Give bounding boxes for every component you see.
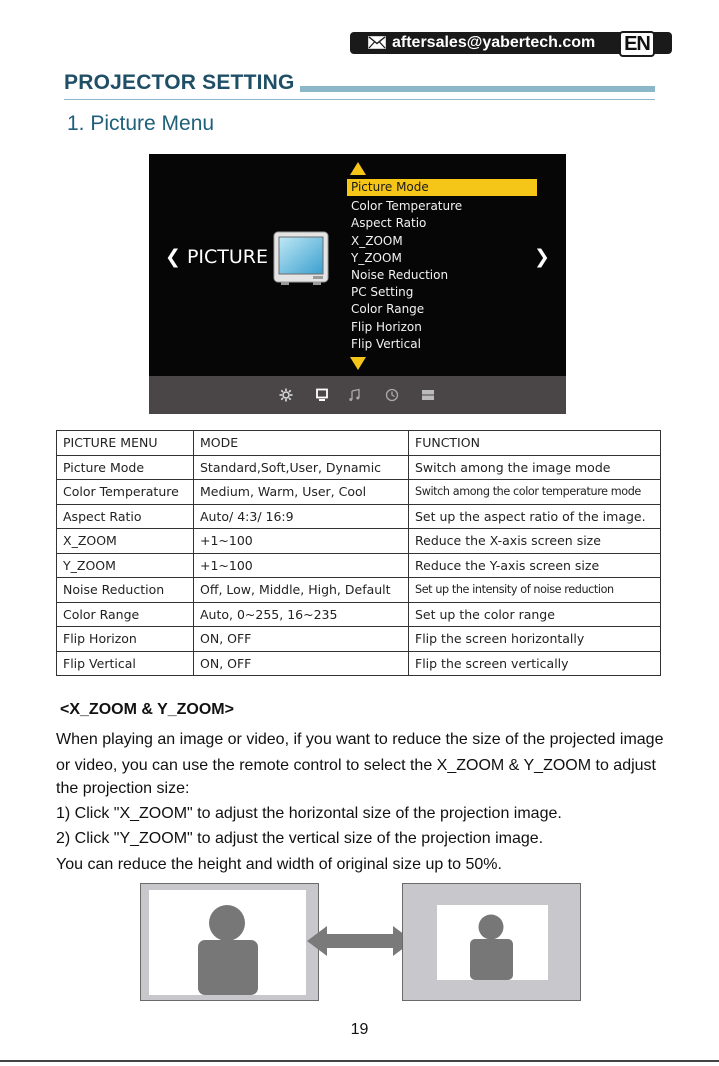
- contact-email-bar: [350, 32, 672, 54]
- osd-category-label: PICTURE: [186, 246, 269, 268]
- table-cell: +1~100: [194, 553, 409, 578]
- table-row: [57, 578, 661, 603]
- picture-menu-table: [56, 430, 661, 676]
- table-cell: Reduce the Y-axis screen size: [409, 553, 661, 578]
- table-cell: Auto, 0~255, 16~235: [194, 602, 409, 627]
- table-cell: ON, OFF: [194, 651, 409, 676]
- table-header-row: [57, 431, 661, 456]
- table-cell: Standard,Soft,User, Dynamic: [194, 455, 409, 480]
- osd-menu-item-x-zoom[interactable]: X_ZOOM: [351, 233, 403, 248]
- osd-menu-item-color-range[interactable]: Color Range: [351, 302, 425, 317]
- table-row: [57, 602, 661, 627]
- chevron-left-icon: ❮: [165, 246, 181, 268]
- tv-picture-icon: [273, 230, 329, 286]
- osd-category-prev: [165, 246, 268, 268]
- table-cell: Medium, Warm, User, Cool: [194, 480, 409, 505]
- table-cell: Reduce the X-axis screen size: [409, 529, 661, 554]
- table-cell: Color Temperature: [57, 480, 194, 505]
- table-cell: Off, Low, Middle, High, Default: [194, 578, 409, 603]
- mail-icon: [368, 36, 386, 49]
- contact-email[interactable]: aftersales@yabertech.com: [392, 34, 596, 51]
- table-cell: ON, OFF: [194, 627, 409, 652]
- osd-menu-item-flip-vertical[interactable]: Flip Vertical: [351, 336, 421, 351]
- zoom-paragraph-line: the projection size:: [56, 780, 190, 797]
- footer-rule: [0, 1060, 719, 1062]
- osd-menu-item-aspect-ratio[interactable]: Aspect Ratio: [351, 216, 427, 231]
- zoom-paragraph-line: or video, you can use the remote control to select the X_ZOOM & Y_ZOOM to adjust: [56, 757, 656, 774]
- table-row: [57, 504, 661, 529]
- section-subtitle: 1. Picture Menu: [67, 112, 215, 135]
- table-cell: Switch among the color temperature mode: [409, 480, 661, 505]
- table-cell: X_ZOOM: [57, 529, 194, 554]
- table-row: [57, 455, 661, 480]
- section-title: PROJECTOR SETTING: [64, 71, 295, 94]
- osd-menu-item-picture-mode[interactable]: Picture Mode: [347, 179, 537, 196]
- language-badge: EN: [619, 31, 655, 57]
- table-row: [57, 651, 661, 676]
- osd-bottom-toolbar: [149, 376, 566, 414]
- original-projection: [149, 890, 306, 995]
- osd-menu-item-y-zoom[interactable]: Y_ZOOM: [351, 250, 402, 265]
- zoom-step-x: 1) Click "X_ZOOM" to adjust the horizontal size of the projection image.: [56, 805, 562, 822]
- table-cell: +1~100: [194, 529, 409, 554]
- title-underline-bar: [300, 86, 655, 92]
- table-row: [57, 480, 661, 505]
- table-row: [57, 553, 661, 578]
- table-cell: Set up the aspect ratio of the image.: [409, 504, 661, 529]
- table-cell: Flip Horizon: [57, 627, 194, 652]
- osd-menu-item-flip-horizon[interactable]: Flip Horizon: [351, 319, 422, 334]
- scroll-up-arrow-icon: [350, 162, 366, 175]
- osd-menu-list: [347, 179, 537, 353]
- time-icon[interactable]: [385, 388, 399, 402]
- table-header-cell: PICTURE MENU: [57, 431, 194, 456]
- table-cell: Flip the screen vertically: [409, 651, 661, 676]
- picture-menu-screenshot: [149, 154, 566, 414]
- picture-icon[interactable]: [315, 388, 329, 402]
- osd-menu-item-pc-setting[interactable]: PC Setting: [351, 285, 414, 300]
- person-icon: [467, 914, 517, 980]
- page-number: 19: [350, 1021, 369, 1038]
- sound-icon[interactable]: [348, 388, 362, 402]
- table-cell: Auto/ 4:3/ 16:9: [194, 504, 409, 529]
- chevron-right-icon: ❯: [534, 246, 550, 268]
- original-size-frame: [140, 883, 319, 1001]
- table-cell: Set up the intensity of noise reduction: [409, 578, 661, 603]
- osd-menu-item-color-temperature[interactable]: Color Temperature: [351, 199, 463, 214]
- table-cell: Picture Mode: [57, 455, 194, 480]
- zoom-note: You can reduce the height and width of original size up to 50%.: [56, 856, 502, 873]
- osd-menu-item-noise-reduction[interactable]: Noise Reduction: [351, 267, 449, 282]
- settings-icon[interactable]: [279, 388, 293, 402]
- person-icon: [193, 904, 263, 995]
- table-cell: Set up the color range: [409, 602, 661, 627]
- reduced-projection: [437, 905, 548, 980]
- table-header-cell: MODE: [194, 431, 409, 456]
- table-cell: Flip the screen horizontally: [409, 627, 661, 652]
- table-cell: Y_ZOOM: [57, 553, 194, 578]
- table-cell: Aspect Ratio: [57, 504, 194, 529]
- table-header-cell: FUNCTION: [409, 431, 661, 456]
- zoom-paragraph-line: When playing an image or video, if you want to reduce the size of the projected image: [56, 731, 664, 748]
- table-cell: Color Range: [57, 602, 194, 627]
- table-cell: Noise Reduction: [57, 578, 194, 603]
- table-cell: Switch among the image mode: [409, 455, 661, 480]
- double-arrow-icon: [307, 924, 413, 958]
- table-cell: Flip Vertical: [57, 651, 194, 676]
- option-icon[interactable]: [421, 388, 435, 402]
- reduced-size-frame: [402, 883, 581, 1001]
- zoom-step-y: 2) Click "Y_ZOOM" to adjust the vertical size of the projection image.: [56, 830, 544, 847]
- table-row: [57, 529, 661, 554]
- zoom-heading: <X_ZOOM & Y_ZOOM>: [60, 701, 234, 718]
- title-rule: [64, 99, 655, 100]
- table-row: [57, 627, 661, 652]
- scroll-down-arrow-icon: [350, 357, 366, 370]
